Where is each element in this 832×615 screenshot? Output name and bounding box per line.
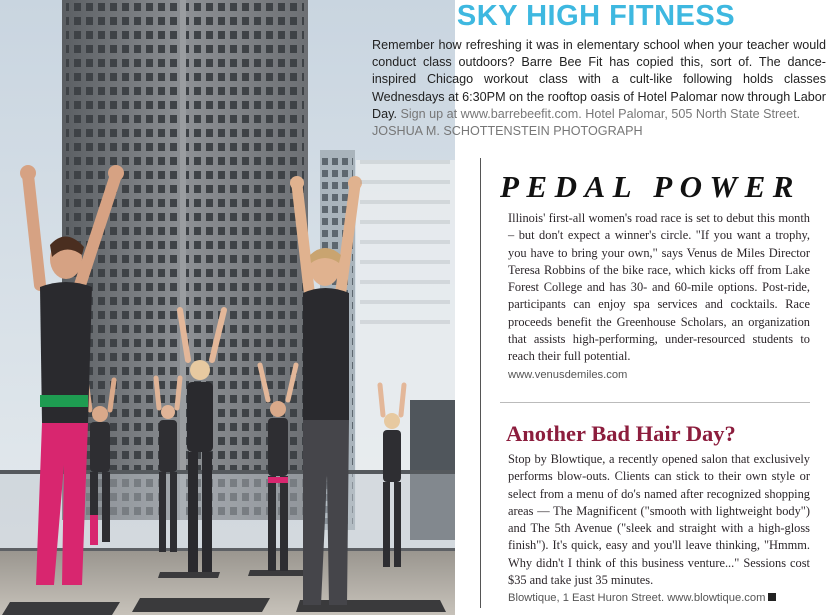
article-title: SKY HIGH FITNESS xyxy=(456,0,736,32)
pedal-power-article xyxy=(500,170,810,384)
body-text: Stop by Blowtique, a recently opened salon that exclusively performs blow-outs. Clients can stick to their own style or select from a menu of do's named after recognized shopping areas — The Magnificent ("smooth with lightweight body") and The 5th Avenue ("sleek and straight with a high-gloss finish"). It's quick, easy and you'll leave thinking, "Hmmm. Why didn't I think of this business venture..." Sessions cost $35 and take just 35 minutes. xyxy=(508,452,810,588)
section-divider xyxy=(500,402,810,403)
body-text: Illinois' first-all women's road race is set to debut this month – but don't expect a winner's circle. "If you want a trophy, you have to bring your own," says Venus de Miles Director Teresa Robbins of the bike race, which kicks off from Lake Forest College and has 30- and 60-mile options. Post-ride, participants can enjoy spa services and cocktails. Race proceeds benefit the Greenhouse Scholars, an organization that assists high-performing, under-resourced students to reach their full potential. xyxy=(508,211,810,364)
address-and-link[interactable]: Blowtique, 1 East Huron Street. www.blowtique.com xyxy=(508,592,766,605)
article-title: Another Bad Hair Day? xyxy=(506,421,736,446)
article-body xyxy=(508,451,810,608)
article-title: PEDAL POWER xyxy=(500,169,801,204)
body-text: Remember how refreshing it was in elementary school when your teacher would conduct class outdoors? Barre Bee Fit has copied this, sort of. The dance-inspired Chicago workout class with a cult-like following holds classes Wednesdays at 6:30PM on the rooftop oasis of Hotel Palomar now through Labor Day. xyxy=(372,38,826,121)
photo-credit: JOSHUA M. SCHOTTENSTEIN PHOTOGRAPH xyxy=(372,124,643,139)
article-body xyxy=(372,37,826,123)
signup-info: Sign up at www.barrebeefit.com. Hotel Palomar, 505 North State Street. xyxy=(400,106,801,121)
article-body xyxy=(508,210,810,384)
website-link[interactable]: www.venusdemiles.com xyxy=(508,368,628,381)
column-divider xyxy=(480,158,481,608)
end-of-story-mark xyxy=(768,593,776,601)
sky-high-fitness-article xyxy=(362,0,830,139)
bad-hair-day-article xyxy=(500,421,810,608)
